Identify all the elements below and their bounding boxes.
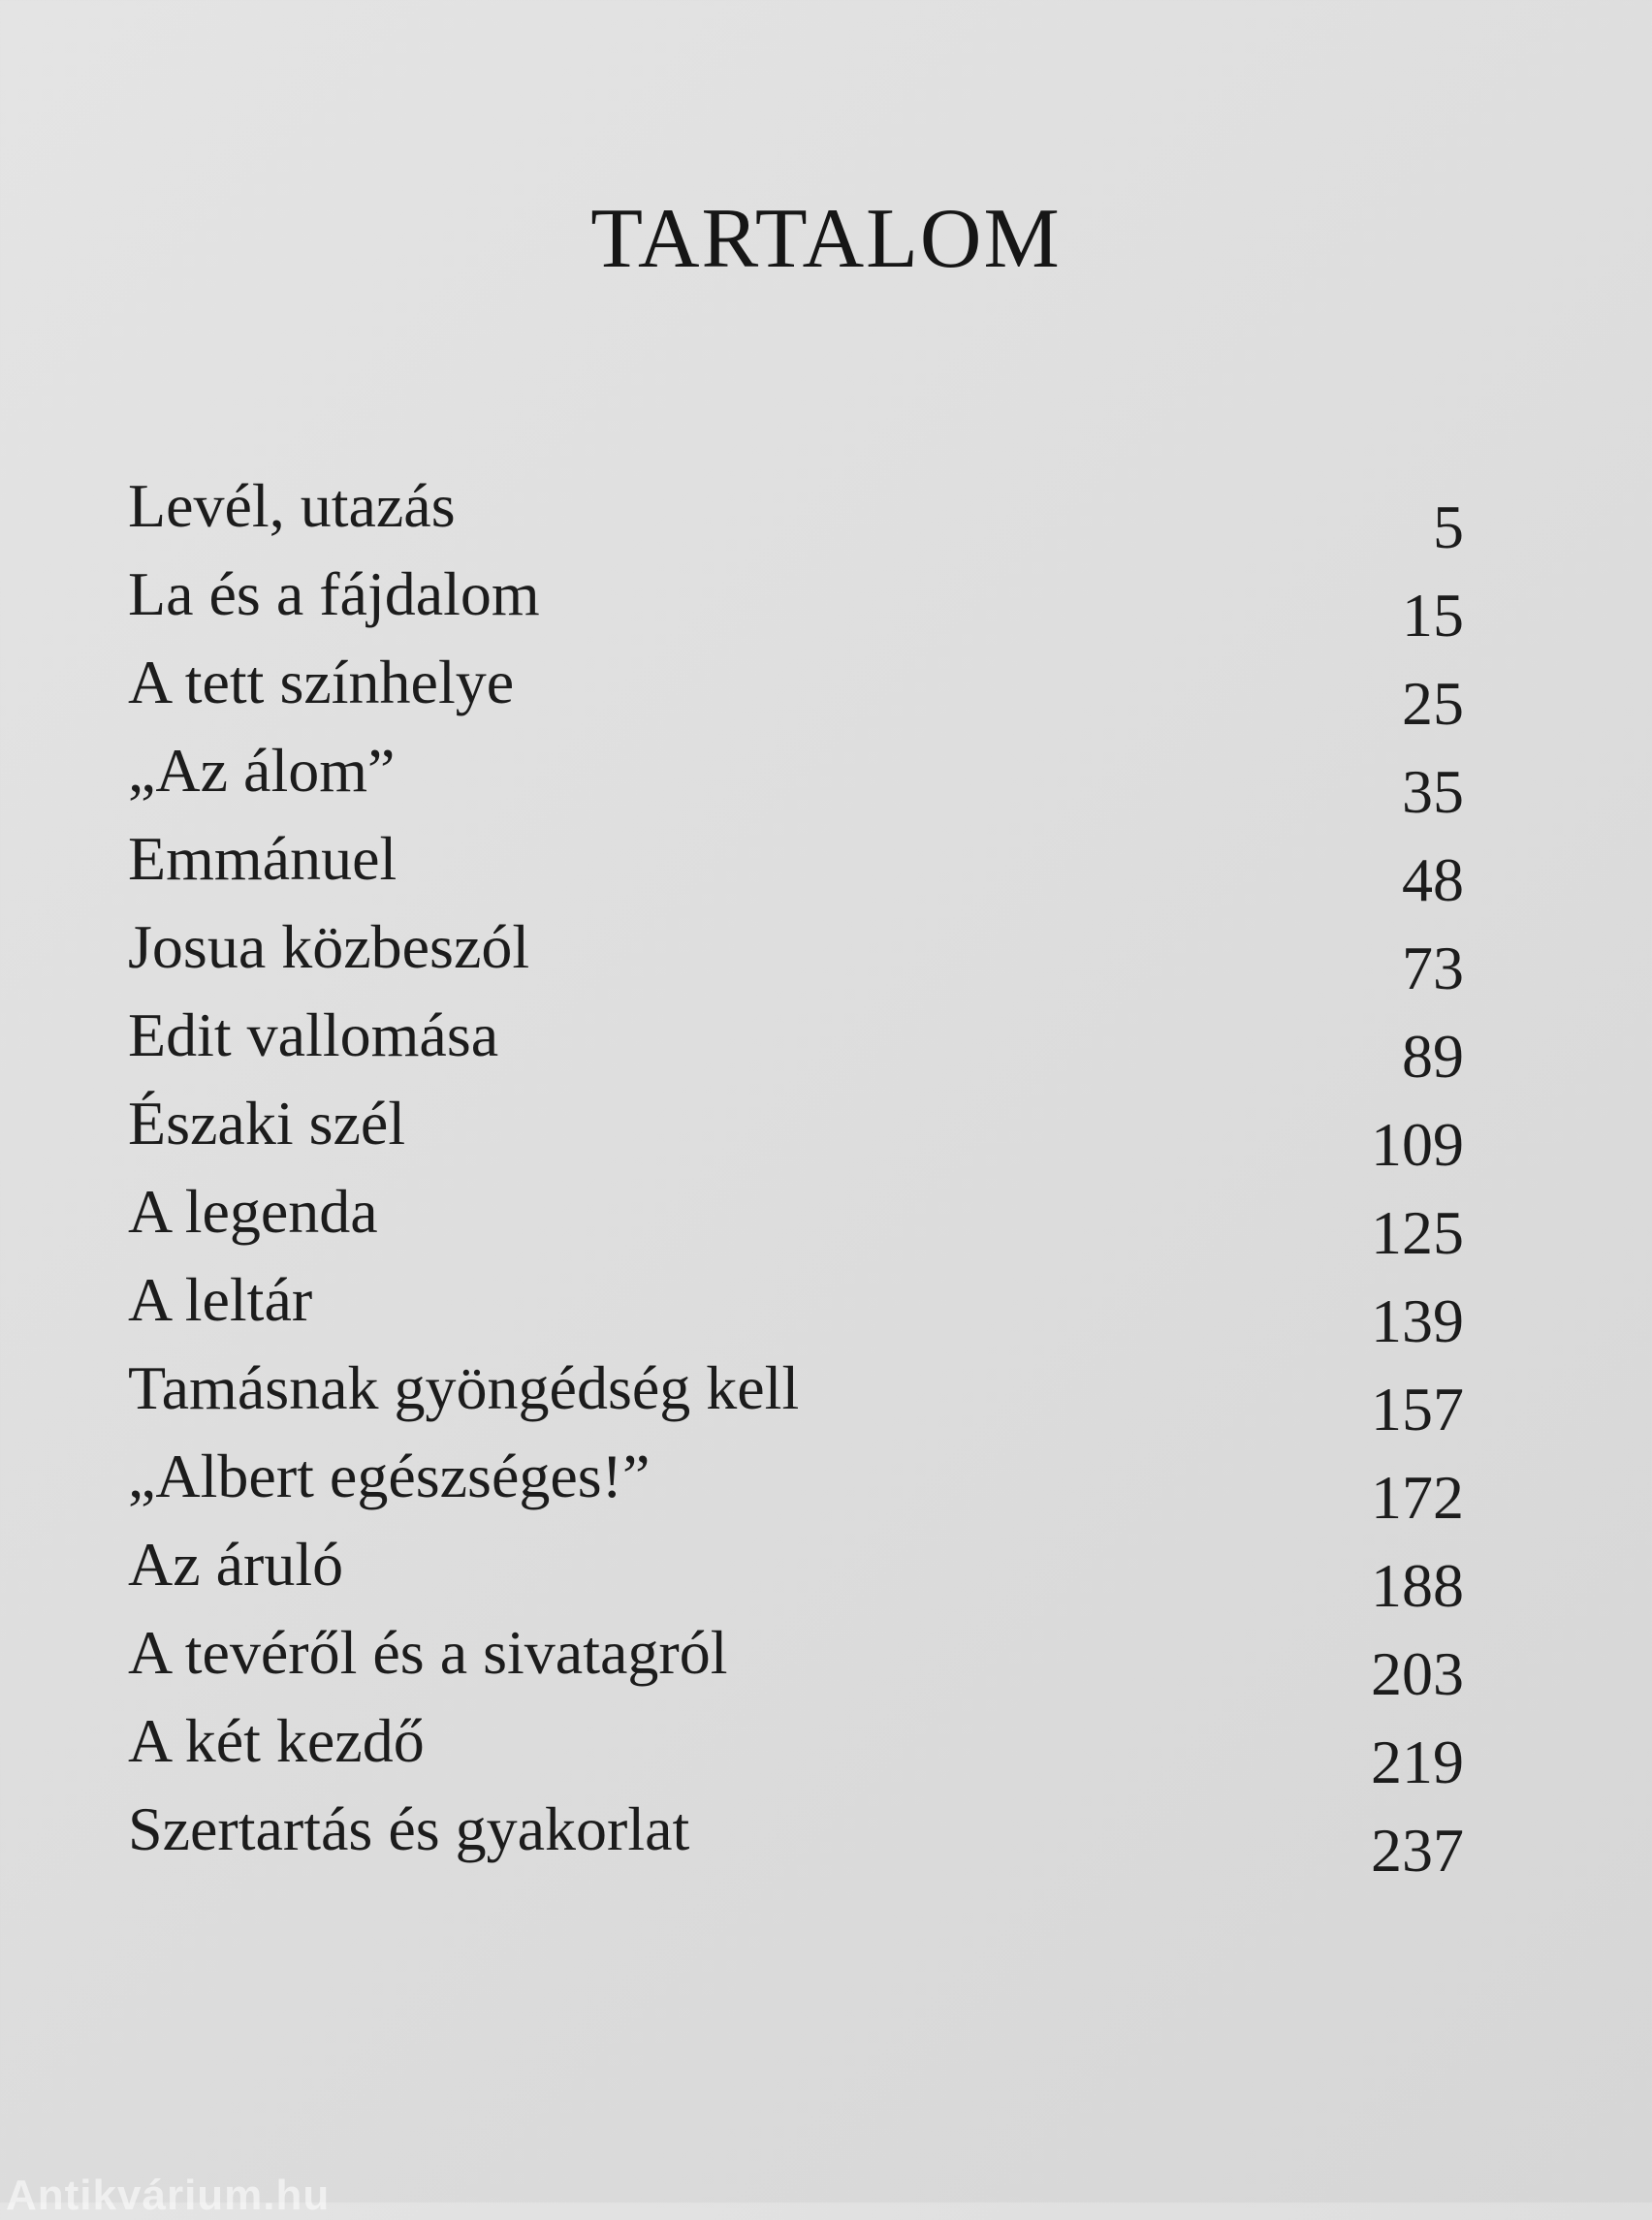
toc-entry	[128, 1255, 1464, 1355]
toc-entry-title: Edit vallomása	[128, 1000, 499, 1069]
toc-entry-title: A leltár	[128, 1265, 313, 1334]
toc-entry	[128, 638, 1464, 738]
toc-entry-title: A tevéről és a sivatagról	[128, 1618, 728, 1687]
toc-entry	[128, 1608, 1464, 1708]
toc-entry	[128, 991, 1464, 1091]
toc-entry-page: 172	[1371, 1463, 1464, 1532]
toc-entry-page: 219	[1371, 1728, 1464, 1796]
toc-entry	[128, 1697, 1464, 1796]
toc-entry-page: 203	[1371, 1639, 1464, 1708]
toc-entry-title: Szertartás és gyakorlat	[128, 1794, 690, 1863]
watermark: Antikvárium.hu	[6, 2172, 331, 2219]
toc-entry	[128, 1079, 1464, 1179]
table-of-contents	[128, 461, 1464, 1885]
toc-entry-title: Emmánuel	[128, 824, 397, 893]
toc-entry-title: „Az álom”	[128, 736, 396, 805]
toc-entry-title: A legenda	[128, 1177, 378, 1246]
toc-entry-title: La és a fájdalom	[128, 559, 540, 628]
toc-entry-page: 139	[1371, 1286, 1464, 1355]
toc-entry	[128, 726, 1464, 826]
toc-entry-page: 15	[1402, 581, 1464, 650]
page-title: TARTALOM	[590, 192, 1062, 286]
toc-entry-page: 35	[1402, 757, 1464, 826]
toc-entry	[128, 1785, 1464, 1885]
toc-entry	[128, 1520, 1464, 1620]
toc-entry-title: A tett színhelye	[128, 648, 515, 716]
toc-entry-page: 125	[1371, 1198, 1464, 1267]
toc-entry-page: 73	[1402, 934, 1464, 1002]
toc-entry	[128, 1344, 1464, 1443]
toc-entry-title: Északi szél	[128, 1089, 406, 1158]
toc-entry-title: „Albert egészséges!”	[128, 1442, 651, 1510]
toc-entry	[128, 550, 1464, 650]
toc-entry-title: Josua közbeszól	[128, 912, 530, 981]
toc-entry-page: 5	[1433, 492, 1464, 561]
toc-entry-title: Tamásnak gyöngédség kell	[128, 1353, 800, 1422]
toc-entry-page: 237	[1371, 1816, 1464, 1885]
toc-entry	[128, 461, 1464, 561]
toc-entry-title: Az áruló	[128, 1530, 344, 1599]
toc-entry	[128, 903, 1464, 1002]
toc-entry-title: A két kezdő	[128, 1706, 425, 1775]
toc-entry-title: Levél, utazás	[128, 471, 456, 540]
toc-entry-page: 109	[1371, 1110, 1464, 1179]
toc-entry-page: 188	[1371, 1551, 1464, 1620]
toc-entry-page: 48	[1402, 845, 1464, 914]
toc-entry	[128, 1432, 1464, 1532]
toc-entry	[128, 1167, 1464, 1267]
toc-entry-page: 25	[1402, 669, 1464, 738]
toc-entry-page: 157	[1371, 1375, 1464, 1443]
toc-entry	[128, 814, 1464, 914]
toc-entry-page: 89	[1402, 1022, 1464, 1091]
